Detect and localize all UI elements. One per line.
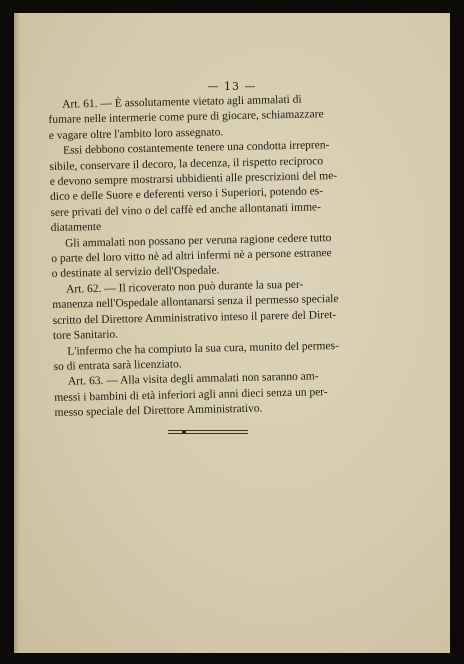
text-line: e devono sempre mostrarsi ubbidienti alle prescrizioni del me- — [49, 169, 338, 189]
body-text — [48, 91, 375, 421]
text-line: fumare nelle intermerie come pure di giocare, schiamazzare — [48, 108, 324, 127]
text-line: dico e delle Suore e deferenti verso i Superiori, potendo es- — [49, 185, 324, 204]
text-line: L'infermo che ha compiuto la sua cura, munito del permes- — [67, 339, 339, 358]
text-line: o parte del loro vitto nè ad altri infermi nè a persone estranee — [51, 247, 332, 266]
page-gutter — [14, 13, 20, 653]
text-line: e vagare oltre l'ambito loro assegnato. — [48, 126, 224, 142]
text-line: Gli ammalati non possano per veruna ragione cedere tutto — [64, 231, 332, 250]
text-line: diatamente — [50, 221, 102, 235]
text-line: so di entrata sarà licenziato. — [53, 358, 182, 373]
text-line: Essi debbono costantemente tenere una condotta irrepren- — [62, 139, 330, 157]
text-line: Art. 61. — È assolutamente vietato agli ammalati di — [62, 93, 302, 111]
text-line: sibile, conservare il decoro, la decenza, il rispetto reciproco — [49, 154, 324, 173]
text-line: o destinate al servizio dell'Ospedale. — [51, 264, 220, 281]
text-line: tore Sanitario. — [52, 328, 119, 343]
text-line: scritto del Direttore Amministrativo inteso il parere del Diret- — [52, 308, 337, 327]
section-divider — [168, 430, 248, 434]
divider-rule-bottom — [168, 433, 248, 434]
divider-rule-top — [168, 430, 248, 431]
text-line: messo speciale del Direttore Amministrativo. — [54, 402, 263, 420]
text-line: messi i bambini di età inferiori agli anni dieci senza un per- — [54, 385, 328, 404]
page-number: — 13 — — [207, 80, 257, 93]
text-line: sere privati del vino o del caffè ed anche allontanati imme- — [50, 201, 322, 219]
text-line: Art. 63. — Alla visita degli ammalati non saranno am- — [67, 370, 319, 388]
text-line: Art. 62. — Il ricoverato non può durante la sua per- — [65, 278, 304, 296]
text-line: manenza nell'Ospedale allontanarsi senza il permesso speciale — [52, 293, 339, 312]
